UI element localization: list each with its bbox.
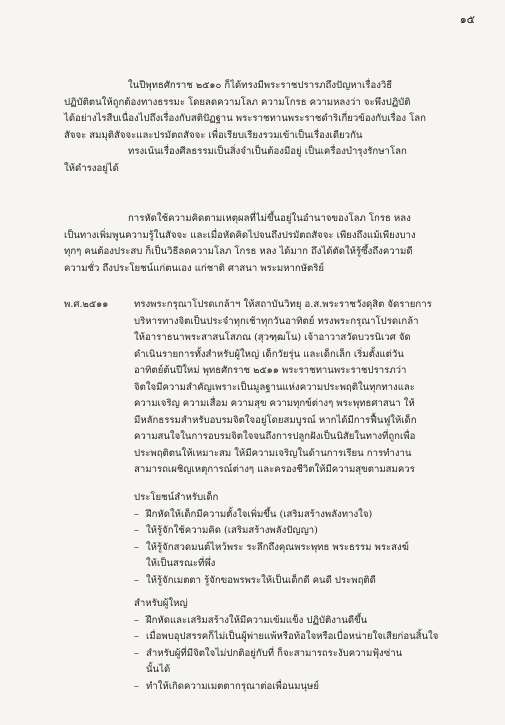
bullet-dash: –	[134, 631, 139, 642]
text-line: ทุกๆ คนต้องประสบ ก็เป็นวิธีลดความโลภ โกรธ หลง ได้มาก ถึงได้ตัดให้รู้ซึ้งถึงความดี	[64, 246, 413, 257]
text-line: ในปีพุทธศักราช ๒๕๑๐ ก็ได้ทรงมีพระราชปรารภถึงปัญหาเรื่องวิธี	[128, 80, 393, 91]
text-line: มีหลักธรรมสำหรับอบรมจิตใจอยู่โดยสมบูรณ์ หากได้มีการฟื้นฟูให้เด็ก	[134, 414, 417, 426]
text-line: อาทิตย์ต้นปีใหม่ พุทธศักราช ๒๕๑๑ พระราชทานพระราชปรารภว่า	[134, 365, 407, 376]
bullet-dash: –	[134, 508, 139, 520]
list-item-text: ให้รู้จักสวดมนต์ไหว้พระ ระลึกถึงคุณพระพุทธ พระธรรม พระสงฆ์	[146, 541, 409, 553]
bullet-dash: –	[134, 525, 139, 536]
list-item	[134, 629, 480, 646]
list-item-text: ฝึกหัดให้เด็กมีความตั้งใจเพิ่มขึ้น (เสริมสร้างพลังทางใจ)	[146, 508, 373, 520]
reasoning-paragraph	[64, 211, 478, 277]
list-item-text: ให้รู้จักใช้ความคิด (เสริมสร้างพลังปัญญา)	[146, 525, 318, 536]
list-item-continuation: นั้นได้	[146, 664, 171, 675]
bullet-dash: –	[134, 541, 139, 553]
page-number: ๑๕	[459, 13, 475, 26]
children-benefits-list	[134, 490, 480, 589]
text-line: ดำเนินรายการทั้งสำหรับผู้ใหญ่ เด็กวัยรุ่น และเด็กเล็ก เริ่มตั้งแต่วัน	[134, 348, 404, 360]
list-item	[134, 679, 480, 696]
text-line: บริหารทางจิตเป็นประจำทุกเช้าทุกวันอาทิตย์ ทรงพระกรุณาโปรดเกล้า	[134, 315, 419, 327]
text-line: ทรงพระกรุณาโปรดเกล้าฯ ให้สถาบันวิทยุ อ.ส.พระราชวังดุสิต จัดรายการ	[134, 299, 432, 310]
list-heading: สำหรับผู้ใหญ่	[134, 598, 188, 609]
year-label: พ.ศ.๒๕๑๑	[64, 299, 109, 310]
intro-paragraph	[64, 78, 478, 177]
bullet-dash: –	[134, 680, 139, 692]
list-item	[134, 540, 480, 557]
text-line: ปฏิบัติตนให้ถูกต้องทางธรรมะ โดยลดความโลภ ความโกรธ ความหลงว่า จะพึงปฏิบัติ	[64, 96, 411, 108]
list-item-text: ทำให้เกิดความเมตตากรุณาต่อเพื่อนมนุษย์	[146, 680, 319, 692]
list-item-text: สำหรับผู้ที่มีจิตใจไม่ปกติอยู่กับที่ ก็จะสามารถระงับความฟุ้งซ่าน	[146, 647, 403, 659]
list-item	[134, 507, 480, 524]
text-line: ให้ดำรงอยู่ได้	[64, 162, 119, 174]
list-heading: ประโยชน์สำหรับเด็ก	[134, 492, 219, 503]
list-item-text: เมื่อพบอุปสรรคก็ไม่เป็นผู้พ่ายแพ้หรือท้อใจหรือเบื่อหน่ายใจเสียก่อนสิ้นใจ	[146, 631, 439, 642]
text-line: สัจจะ สมมุติสัจจะและปรมัตถสัจจะ เพื่อเรียบเรียงรวมเข้าเป็นเรื่องเดียวกัน	[64, 129, 363, 141]
text-line: ความเจริญ ความเสื่อม ความสุข ความทุกข์ต่างๆ พระพุทธศาสนา ให้	[134, 398, 415, 409]
bullet-dash: –	[134, 614, 139, 626]
text-line: ได้อย่างไรสืบเนื่องไปถึงเรื่องกับสติปัฏฐาน พระราชทานพระราชดำริเกี่ยวข้องกับเรื่อง โลก	[64, 113, 426, 124]
list-item	[134, 646, 480, 663]
bullet-dash: –	[134, 647, 139, 659]
year-entry-text	[134, 297, 480, 479]
list-item-continuation: ให้เป็นสรณะที่พึ่ง	[146, 558, 216, 569]
list-item	[134, 573, 480, 590]
text-line: ประพฤติตนให้เหมาะสม ให้มีความเจริญในด้านการเรียน การทำงาน	[134, 447, 412, 459]
text-line: การหัดใช้ความคิดตามเหตุผลที่ไม่ขึ้นอยู่ในอำนาจของโลภ โกรธ หลง	[128, 213, 411, 224]
text-line: เป็นทางเพิ่มพูนความรู้ในสัจจะ และเมื่อหัดคิดไปจนถึงปรมัตถสัจจะ เพียงถึงแม้เพียงบาง	[64, 229, 416, 241]
adult-benefits-list	[134, 596, 480, 695]
bullet-dash: –	[134, 574, 139, 586]
text-line: ให้อาราธนาพระสาสนโสภณ (สุวฑฺฒโน) เจ้าอาวาสวัดบวรนิเวศ จัด	[134, 332, 411, 343]
list-item	[134, 613, 480, 630]
text-line: จิตใจมีความสำคัญเพราะเป็นมูลฐานแห่งความประพฤติในทุกทางและ	[134, 381, 415, 393]
list-item	[134, 523, 480, 540]
text-line: สามารถเผชิญเหตุการณ์ต่างๆ และครองชีวิตให้มีความสุขตามสมควร	[134, 464, 415, 475]
text-line: ความสนใจในการอบรมจิตใจจนถึงการปลูกฝังเป็นนิสัยในทางที่ถูกเพื่อ	[134, 431, 416, 442]
text-line: ความชั่ว ถึงประโยชน์แก่ตนเอง แก่ชาติ ศาสนา พระมหากษัตริย์	[64, 262, 325, 274]
text-line: ทรงเน้นเรื่องศีลธรรมเป็นสิ่งจำเป็นต้องมีอยู่ เป็นเครื่องบำรุงรักษาโลก	[128, 146, 407, 157]
list-item-text: ฝึกหัดและเสริมสร้างให้มีความเข้มแข็ง ปฏิบัติงานดีขึ้น	[146, 614, 368, 626]
list-item-text: ให้รู้จักเมตตา รู้จักขอพรพระให้เป็นเด็กดี คนดี ประพฤติดี	[146, 574, 376, 586]
